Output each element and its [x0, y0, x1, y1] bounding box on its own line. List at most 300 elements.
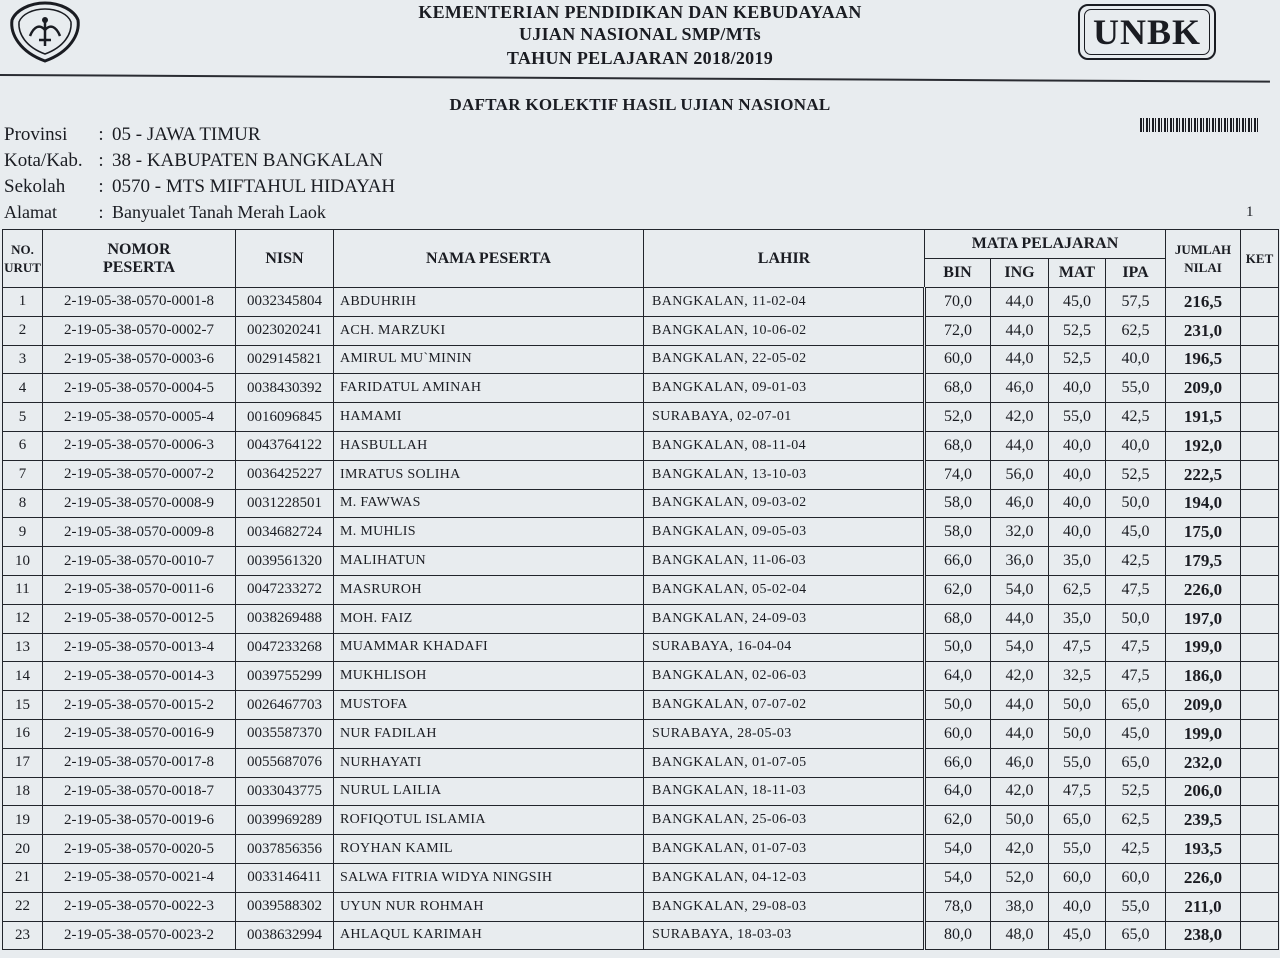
cell-nomor: 2-19-05-38-0570-0008-9 — [43, 489, 236, 518]
cell-nama: HASBULLAH — [334, 431, 644, 460]
cell-lahir: SURABAYA, 02-07-01 — [644, 403, 925, 432]
cell-ipa: 47,5 — [1106, 662, 1166, 691]
cell-ing: 44,0 — [991, 719, 1049, 748]
cell-bin: 62,0 — [925, 575, 991, 604]
cell-mat: 55,0 — [1049, 748, 1106, 777]
cell-jumlah: 194,0 — [1166, 489, 1241, 518]
cell-jumlah: 186,0 — [1166, 662, 1241, 691]
cell-ing: 50,0 — [991, 806, 1049, 835]
cell-jumlah: 209,0 — [1166, 691, 1241, 720]
cell-jumlah: 226,0 — [1166, 575, 1241, 604]
cell-ipa: 42,5 — [1106, 403, 1166, 432]
cell-lahir: BANGKALAN, 01-07-03 — [644, 835, 925, 864]
cell-ing: 42,0 — [991, 777, 1049, 806]
cell-ing: 46,0 — [991, 489, 1049, 518]
info-value: Banyualet Tanah Merah Laok — [112, 202, 326, 222]
cell-nomor: 2-19-05-38-0570-0010-7 — [43, 547, 236, 576]
cell-nomor: 2-19-05-38-0570-0022-3 — [43, 892, 236, 921]
cell-mat: 55,0 — [1049, 835, 1106, 864]
col-header-jumlah-line1: JUMLAH — [1174, 241, 1232, 257]
cell-no: 20 — [3, 835, 43, 864]
cell-ket — [1241, 460, 1279, 489]
unbk-badge-label: UNBK — [1084, 9, 1210, 55]
cell-jumlah: 216,5 — [1166, 288, 1241, 317]
cell-nomor: 2-19-05-38-0570-0003-6 — [43, 345, 236, 374]
info-separator: : — [98, 124, 104, 145]
cell-bin: 68,0 — [925, 374, 991, 403]
cell-ing: 56,0 — [991, 460, 1049, 489]
col-header-lahir: LAHIR — [644, 230, 925, 288]
cell-nomor: 2-19-05-38-0570-0007-2 — [43, 460, 236, 489]
table-row — [3, 403, 1279, 432]
cell-ipa: 52,5 — [1106, 460, 1166, 489]
ministry-title: KEMENTERIAN PENDIDIKAN DAN KEBUDAYAAN — [418, 2, 862, 22]
info-kota — [4, 150, 383, 172]
cell-ket — [1241, 777, 1279, 806]
cell-lahir: BANGKALAN, 10-06-02 — [644, 316, 925, 345]
cell-lahir: BANGKALAN, 25-06-03 — [644, 806, 925, 835]
cell-nisn: 0038632994 — [236, 921, 334, 950]
cell-lahir: BANGKALAN, 07-07-02 — [644, 691, 925, 720]
cell-bin: 68,0 — [925, 604, 991, 633]
cell-bin: 50,0 — [925, 633, 991, 662]
cell-nisn: 0033043775 — [236, 777, 334, 806]
cell-lahir: BANGKALAN, 11-02-04 — [644, 288, 925, 317]
cell-nomor: 2-19-05-38-0570-0019-6 — [43, 806, 236, 835]
cell-nomor: 2-19-05-38-0570-0016-9 — [43, 719, 236, 748]
cell-nama: M. FAWWAS — [334, 489, 644, 518]
cell-nomor: 2-19-05-38-0570-0012-5 — [43, 604, 236, 633]
info-value: 38 - KABUPATEN BANGKALAN — [112, 150, 384, 171]
cell-jumlah: 193,5 — [1166, 835, 1241, 864]
cell-ipa: 62,5 — [1106, 806, 1166, 835]
cell-no: 9 — [3, 518, 43, 547]
cell-mat: 50,0 — [1049, 691, 1106, 720]
cell-ket — [1241, 403, 1279, 432]
cell-ket — [1241, 748, 1279, 777]
cell-no: 3 — [3, 345, 43, 374]
cell-ket — [1241, 575, 1279, 604]
cell-ing: 38,0 — [991, 892, 1049, 921]
table-row — [3, 662, 1279, 691]
cell-bin: 58,0 — [925, 518, 991, 547]
cell-lahir: BANGKALAN, 05-02-04 — [644, 575, 925, 604]
cell-nama: AHLAQUL KARIMAH — [334, 921, 644, 950]
info-alamat — [4, 202, 326, 223]
table-row — [3, 345, 1279, 374]
cell-nisn: 0043764122 — [236, 431, 334, 460]
cell-lahir: BANGKALAN, 01-07-05 — [644, 748, 925, 777]
table-row — [3, 431, 1279, 460]
cell-mat: 40,0 — [1049, 431, 1106, 460]
cell-lahir: BANGKALAN, 22-05-02 — [644, 345, 925, 374]
cell-ket — [1241, 431, 1279, 460]
cell-jumlah: 196,5 — [1166, 345, 1241, 374]
cell-nisn: 0034682724 — [236, 518, 334, 547]
cell-nama: AMIRUL MU`MININ — [334, 345, 644, 374]
col-header-jumlah-line2: NILAI — [1184, 259, 1222, 275]
cell-nama: HAMAMI — [334, 403, 644, 432]
cell-no: 12 — [3, 604, 43, 633]
cell-mat: 52,5 — [1049, 316, 1106, 345]
cell-ipa: 52,5 — [1106, 777, 1166, 806]
cell-lahir: BANGKALAN, 11-06-03 — [644, 547, 925, 576]
table-row — [3, 748, 1279, 777]
table-row — [3, 374, 1279, 403]
col-header-nomor — [43, 230, 236, 288]
cell-no: 6 — [3, 431, 43, 460]
cell-no: 16 — [3, 719, 43, 748]
col-header-ing: ING — [991, 259, 1049, 288]
cell-ket — [1241, 604, 1279, 633]
table-row — [3, 460, 1279, 489]
cell-no: 1 — [3, 288, 43, 317]
table-row — [3, 518, 1279, 547]
cell-nisn: 0029145821 — [236, 345, 334, 374]
cell-jumlah: 209,0 — [1166, 374, 1241, 403]
cell-ipa: 50,0 — [1106, 604, 1166, 633]
cell-no: 5 — [3, 403, 43, 432]
cell-bin: 74,0 — [925, 460, 991, 489]
cell-mat: 55,0 — [1049, 403, 1106, 432]
col-header-nama: NAMA PESERTA — [334, 230, 644, 288]
cell-ipa: 40,0 — [1106, 345, 1166, 374]
info-sekolah — [4, 176, 395, 198]
cell-no: 15 — [3, 691, 43, 720]
cell-ket — [1241, 892, 1279, 921]
table-row — [3, 835, 1279, 864]
cell-ing: 44,0 — [991, 288, 1049, 317]
cell-nama: ABDUHRIH — [334, 288, 644, 317]
cell-nomor: 2-19-05-38-0570-0011-6 — [43, 575, 236, 604]
academic-year: TAHUN PELAJARAN 2018/2019 — [506, 48, 774, 68]
col-header-no-line2: URUT — [4, 259, 41, 275]
cell-ket — [1241, 806, 1279, 835]
cell-lahir: BANGKALAN, 24-09-03 — [644, 604, 925, 633]
cell-ipa: 65,0 — [1106, 691, 1166, 720]
cell-ing: 42,0 — [991, 662, 1049, 691]
cell-ipa: 47,5 — [1106, 575, 1166, 604]
cell-bin: 50,0 — [925, 691, 991, 720]
cell-ket — [1241, 662, 1279, 691]
cell-nisn: 0036425227 — [236, 460, 334, 489]
cell-ipa: 57,5 — [1106, 288, 1166, 317]
cell-bin: 70,0 — [925, 288, 991, 317]
info-label: Sekolah — [4, 176, 66, 197]
col-header-no — [3, 230, 43, 288]
cell-jumlah: 238,0 — [1166, 921, 1241, 950]
info-value: 0570 - MTS MIFTAHUL HIDAYAH — [112, 176, 396, 197]
cell-no: 17 — [3, 748, 43, 777]
cell-nama: MASRUROH — [334, 575, 644, 604]
cell-ing: 54,0 — [991, 575, 1049, 604]
cell-ipa: 55,0 — [1106, 374, 1166, 403]
header-divider — [0, 74, 1270, 83]
cell-mat: 40,0 — [1049, 374, 1106, 403]
cell-mat: 35,0 — [1049, 547, 1106, 576]
cell-jumlah: 191,5 — [1166, 403, 1241, 432]
cell-ket — [1241, 691, 1279, 720]
cell-mat: 45,0 — [1049, 288, 1106, 317]
cell-jumlah: 175,0 — [1166, 518, 1241, 547]
cell-nisn: 0026467703 — [236, 691, 334, 720]
cell-nisn: 0039755299 — [236, 662, 334, 691]
cell-nama: ROYHAN KAMIL — [334, 835, 644, 864]
table-row — [3, 575, 1279, 604]
cell-bin: 52,0 — [925, 403, 991, 432]
cell-lahir: SURABAYA, 28-05-03 — [644, 719, 925, 748]
table-row — [3, 921, 1279, 950]
cell-ipa: 55,0 — [1106, 892, 1166, 921]
table-row — [3, 719, 1279, 748]
cell-nisn: 0039588302 — [236, 892, 334, 921]
cell-ket — [1241, 489, 1279, 518]
table-row — [3, 691, 1279, 720]
cell-nomor: 2-19-05-38-0570-0001-8 — [43, 288, 236, 317]
cell-ing: 46,0 — [991, 748, 1049, 777]
cell-no: 4 — [3, 374, 43, 403]
cell-nama: MALIHATUN — [334, 547, 644, 576]
cell-nomor: 2-19-05-38-0570-0017-8 — [43, 748, 236, 777]
cell-ipa: 42,5 — [1106, 547, 1166, 576]
info-separator: : — [98, 202, 104, 222]
cell-ing: 48,0 — [991, 921, 1049, 950]
cell-ket — [1241, 835, 1279, 864]
cell-ket — [1241, 345, 1279, 374]
cell-nisn: 0047233268 — [236, 633, 334, 662]
cell-lahir: BANGKALAN, 04-12-03 — [644, 863, 925, 892]
cell-mat: 40,0 — [1049, 489, 1106, 518]
document-title: DAFTAR KOLEKTIF HASIL UJIAN NASIONAL — [449, 95, 831, 114]
cell-nama: NUR FADILAH — [334, 719, 644, 748]
cell-nomor: 2-19-05-38-0570-0020-5 — [43, 835, 236, 864]
cell-jumlah: 206,0 — [1166, 777, 1241, 806]
cell-nisn: 0032345804 — [236, 288, 334, 317]
cell-jumlah: 226,0 — [1166, 863, 1241, 892]
cell-lahir: BANGKALAN, 09-01-03 — [644, 374, 925, 403]
cell-ipa: 60,0 — [1106, 863, 1166, 892]
cell-jumlah: 179,5 — [1166, 547, 1241, 576]
barcode-icon — [1140, 118, 1258, 132]
cell-ing: 44,0 — [991, 316, 1049, 345]
table-row — [3, 547, 1279, 576]
table-row — [3, 806, 1279, 835]
cell-jumlah: 199,0 — [1166, 633, 1241, 662]
cell-nomor: 2-19-05-38-0570-0014-3 — [43, 662, 236, 691]
cell-lahir: BANGKALAN, 08-11-04 — [644, 431, 925, 460]
cell-no: 23 — [3, 921, 43, 950]
cell-lahir: BANGKALAN, 02-06-03 — [644, 662, 925, 691]
cell-ket — [1241, 374, 1279, 403]
table-row — [3, 316, 1279, 345]
cell-lahir: BANGKALAN, 09-03-02 — [644, 489, 925, 518]
cell-ing: 44,0 — [991, 431, 1049, 460]
table-row — [3, 288, 1279, 317]
cell-nomor: 2-19-05-38-0570-0005-4 — [43, 403, 236, 432]
cell-ing: 52,0 — [991, 863, 1049, 892]
cell-nomor: 2-19-05-38-0570-0004-5 — [43, 374, 236, 403]
cell-bin: 58,0 — [925, 489, 991, 518]
cell-bin: 78,0 — [925, 892, 991, 921]
cell-nisn: 0055687076 — [236, 748, 334, 777]
cell-nisn: 0033146411 — [236, 863, 334, 892]
cell-bin: 68,0 — [925, 431, 991, 460]
cell-nama: MUSTOFA — [334, 691, 644, 720]
info-separator: : — [98, 150, 104, 171]
exam-title: UJIAN NASIONAL SMP/MTs — [519, 24, 761, 44]
unbk-badge — [1078, 4, 1216, 60]
cell-mat: 60,0 — [1049, 863, 1106, 892]
cell-bin: 66,0 — [925, 547, 991, 576]
cell-nisn: 0039561320 — [236, 547, 334, 576]
cell-jumlah: 197,0 — [1166, 604, 1241, 633]
cell-lahir: BANGKALAN, 18-11-03 — [644, 777, 925, 806]
cell-no: 11 — [3, 575, 43, 604]
col-header-nisn: NISN — [236, 230, 334, 288]
cell-bin: 64,0 — [925, 662, 991, 691]
cell-nisn: 0047233272 — [236, 575, 334, 604]
cell-ing: 46,0 — [991, 374, 1049, 403]
cell-lahir: BANGKALAN, 09-05-03 — [644, 518, 925, 547]
cell-nisn: 0038269488 — [236, 604, 334, 633]
col-header-bin: BIN — [925, 259, 991, 288]
cell-ipa: 65,0 — [1106, 748, 1166, 777]
cell-ing: 42,0 — [991, 835, 1049, 864]
cell-nomor: 2-19-05-38-0570-0013-4 — [43, 633, 236, 662]
cell-jumlah: 231,0 — [1166, 316, 1241, 345]
cell-nama: NURUL LAILIA — [334, 777, 644, 806]
cell-no: 8 — [3, 489, 43, 518]
cell-jumlah: 192,0 — [1166, 431, 1241, 460]
cell-nama: IMRATUS SOLIHA — [334, 460, 644, 489]
cell-nomor: 2-19-05-38-0570-0002-7 — [43, 316, 236, 345]
cell-no: 21 — [3, 863, 43, 892]
cell-nama: NURHAYATI — [334, 748, 644, 777]
cell-nama: MUKHLISOH — [334, 662, 644, 691]
cell-nama: ROFIQOTUL ISLAMIA — [334, 806, 644, 835]
cell-bin: 54,0 — [925, 863, 991, 892]
cell-jumlah: 199,0 — [1166, 719, 1241, 748]
cell-ket — [1241, 316, 1279, 345]
cell-ipa: 62,5 — [1106, 316, 1166, 345]
cell-ket — [1241, 288, 1279, 317]
info-provinsi — [4, 124, 261, 146]
cell-bin: 80,0 — [925, 921, 991, 950]
info-label: Kota/Kab. — [4, 150, 83, 171]
cell-ipa: 50,0 — [1106, 489, 1166, 518]
page-number: 1 — [1246, 204, 1254, 220]
cell-no: 14 — [3, 662, 43, 691]
cell-mat: 35,0 — [1049, 604, 1106, 633]
cell-jumlah: 211,0 — [1166, 892, 1241, 921]
results-table — [2, 229, 1279, 950]
cell-no: 19 — [3, 806, 43, 835]
cell-mat: 40,0 — [1049, 460, 1106, 489]
table-row — [3, 633, 1279, 662]
cell-jumlah: 239,5 — [1166, 806, 1241, 835]
cell-jumlah: 222,5 — [1166, 460, 1241, 489]
cell-ing: 44,0 — [991, 345, 1049, 374]
tut-wuri-handayani-logo-icon — [8, 0, 82, 64]
col-header-nomor-line1: NOMOR — [107, 240, 171, 258]
cell-ipa: 45,0 — [1106, 518, 1166, 547]
cell-no: 22 — [3, 892, 43, 921]
cell-nisn: 0038430392 — [236, 374, 334, 403]
col-header-ipa: IPA — [1106, 259, 1166, 288]
cell-ing: 54,0 — [991, 633, 1049, 662]
cell-mat: 52,5 — [1049, 345, 1106, 374]
cell-bin: 54,0 — [925, 835, 991, 864]
cell-nisn: 0035587370 — [236, 719, 334, 748]
cell-ket — [1241, 633, 1279, 662]
table-row — [3, 604, 1279, 633]
results-table-body — [3, 288, 1279, 950]
cell-ipa: 40,0 — [1106, 431, 1166, 460]
cell-lahir: SURABAYA, 16-04-04 — [644, 633, 925, 662]
cell-nisn: 0016096845 — [236, 403, 334, 432]
info-separator: : — [98, 176, 104, 197]
cell-jumlah: 232,0 — [1166, 748, 1241, 777]
cell-nomor: 2-19-05-38-0570-0018-7 — [43, 777, 236, 806]
cell-no: 2 — [3, 316, 43, 345]
cell-nama: UYUN NUR ROHMAH — [334, 892, 644, 921]
cell-mat: 65,0 — [1049, 806, 1106, 835]
cell-lahir: SURABAYA, 18-03-03 — [644, 921, 925, 950]
cell-mat: 32,5 — [1049, 662, 1106, 691]
cell-bin: 64,0 — [925, 777, 991, 806]
col-header-jumlah — [1166, 230, 1241, 288]
cell-ipa: 45,0 — [1106, 719, 1166, 748]
cell-ing: 44,0 — [991, 604, 1049, 633]
cell-ket — [1241, 719, 1279, 748]
cell-bin: 66,0 — [925, 748, 991, 777]
cell-ket — [1241, 863, 1279, 892]
info-label: Alamat — [4, 202, 57, 222]
cell-no: 13 — [3, 633, 43, 662]
cell-nomor: 2-19-05-38-0570-0023-2 — [43, 921, 236, 950]
cell-bin: 62,0 — [925, 806, 991, 835]
cell-ing: 42,0 — [991, 403, 1049, 432]
table-row — [3, 863, 1279, 892]
cell-bin: 72,0 — [925, 316, 991, 345]
cell-mat: 47,5 — [1049, 777, 1106, 806]
cell-ket — [1241, 547, 1279, 576]
cell-lahir: BANGKALAN, 29-08-03 — [644, 892, 925, 921]
info-value: 05 - JAWA TIMUR — [112, 124, 261, 145]
cell-ket — [1241, 921, 1279, 950]
cell-nama: M. MUHLIS — [334, 518, 644, 547]
cell-nama: ACH. MARZUKI — [334, 316, 644, 345]
cell-ipa: 42,5 — [1106, 835, 1166, 864]
cell-nama: MOH. FAIZ — [334, 604, 644, 633]
cell-no: 18 — [3, 777, 43, 806]
table-row — [3, 892, 1279, 921]
cell-nisn: 0023020241 — [236, 316, 334, 345]
cell-mat: 40,0 — [1049, 892, 1106, 921]
cell-ipa: 47,5 — [1106, 633, 1166, 662]
col-header-ket: KET — [1241, 230, 1279, 288]
cell-ipa: 65,0 — [1106, 921, 1166, 950]
cell-nomor: 2-19-05-38-0570-0009-8 — [43, 518, 236, 547]
cell-mat: 47,5 — [1049, 633, 1106, 662]
cell-ket — [1241, 518, 1279, 547]
cell-nomor: 2-19-05-38-0570-0006-3 — [43, 431, 236, 460]
cell-nomor: 2-19-05-38-0570-0015-2 — [43, 691, 236, 720]
cell-ing: 44,0 — [991, 691, 1049, 720]
cell-nisn: 0037856356 — [236, 835, 334, 864]
cell-lahir: BANGKALAN, 13-10-03 — [644, 460, 925, 489]
cell-mat: 50,0 — [1049, 719, 1106, 748]
